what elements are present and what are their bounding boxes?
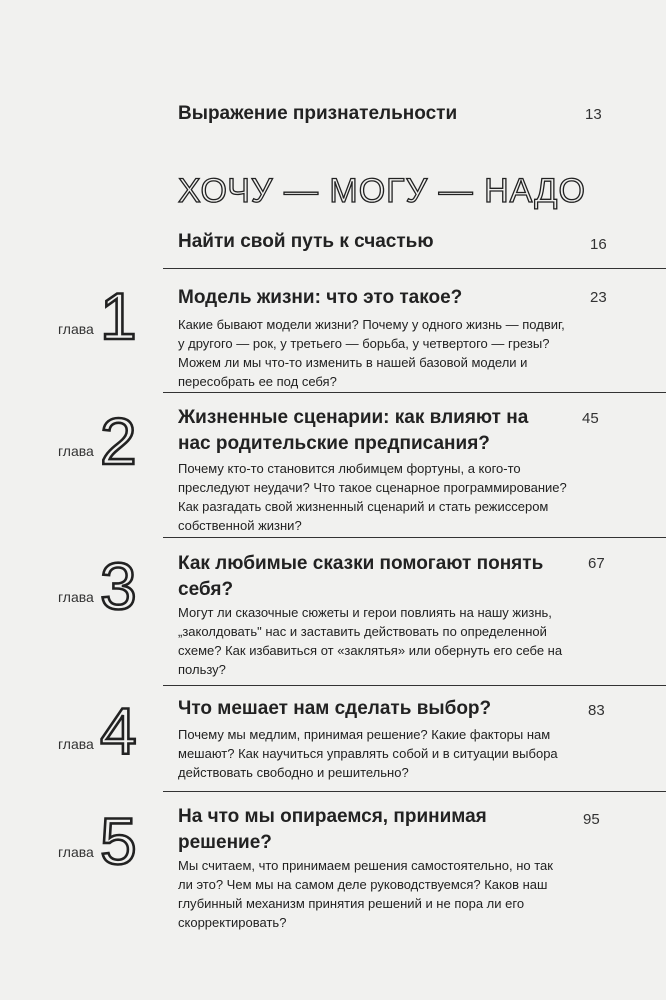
chapter-description: Какие бывают модели жизни? Почему у одного жизнь — подвиг, у другого — рок, у третьего — борьба, у четвертого — грезы? Можем ли мы что-то изменить в нашей базовой модели и пересобрать ее под себя?	[178, 317, 565, 389]
acknowledgements-page: 13	[585, 106, 602, 123]
divider	[163, 537, 666, 538]
chapter-label: глава	[58, 736, 94, 752]
chapter-label: глава	[58, 443, 94, 459]
chapter-page: 95	[583, 811, 600, 828]
chapter-page: 67	[588, 555, 605, 572]
chapter-label: глава	[58, 844, 94, 860]
chapter-number: 4	[100, 694, 137, 768]
chapter-title: Как любимые сказки помогают понять себя?	[178, 553, 544, 600]
chapter-label: глава	[58, 321, 94, 337]
chapter-title: На что мы опираемся, принимая решение?	[178, 806, 487, 853]
chapter-page: 23	[590, 289, 607, 306]
divider	[163, 685, 666, 686]
acknowledgements-title: Выражение признательности	[178, 103, 458, 124]
chapter-label: глава	[58, 589, 94, 605]
divider	[163, 268, 666, 269]
chapter-number: 5	[100, 804, 137, 878]
chapter-number: 1	[100, 279, 137, 353]
chapter-title: Что мешает нам сделать выбор?	[178, 698, 492, 719]
chapter-number: 3	[100, 549, 137, 623]
chapter-title: Модель жизни: что это такое?	[178, 287, 463, 308]
divider	[163, 791, 666, 792]
chapter-number: 2	[100, 404, 137, 478]
chapter-description: Могут ли сказочные сюжеты и герои повлиять на нашу жизнь, „заколдовать" нас и заставить действовать по определенной схеме? Как избавиться от «заклятья» или обернуть его себе на пользу?	[178, 605, 563, 677]
chapter-description: Почему кто-то становится любимцем фортуны, а кого-то преследуют неудачи? Что такое сценарное программирование? Как разгадать свой жизненный сценарий и стать режиссером собственной жизни?	[178, 461, 567, 533]
chapter-page: 45	[582, 410, 599, 427]
intro-title: Найти свой путь к счастью	[178, 231, 434, 252]
divider	[163, 392, 666, 393]
chapter-title: Жизненные сценарии: как влияют на нас родительские предписания?	[178, 407, 529, 454]
section-title: ХОЧУ — МОГУ — НАДО	[178, 172, 586, 210]
chapter-description: Мы считаем, что принимаем решения самостоятельно, но так ли это? Чем мы на самом деле руководствуемся? Каков наш глубинный механизм принятия решений и не пора ли его скорректировать?	[178, 858, 553, 930]
intro-page: 16	[590, 236, 607, 253]
chapter-page: 83	[588, 702, 605, 719]
chapter-description: Почему мы медлим, принимая решение? Какие факторы нам мешают? Как научиться управлять собой и в ситуации выбора действовать свободно и решительно?	[178, 727, 558, 780]
